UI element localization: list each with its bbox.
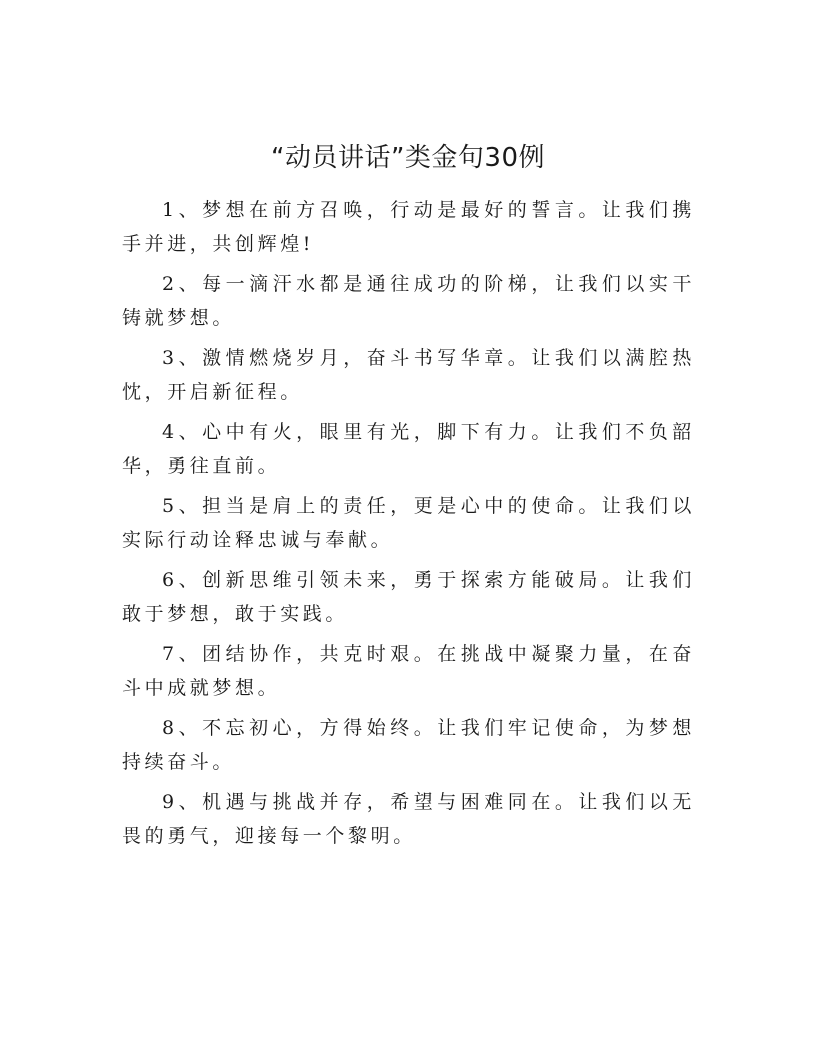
paragraph-7: 7、团结协作，共克时艰。在挑战中凝聚力量，在奋斗中成就梦想。 [122, 643, 695, 699]
paragraph-6: 6、创新思维引领未来，勇于探索方能破局。让我们敢于梦想，敢于实践。 [122, 569, 695, 625]
paragraph-3: 3、激情燃烧岁月，奋斗书写华章。让我们以满腔热忱，开启新征程。 [122, 347, 695, 403]
document-title: “动员讲话”类金句30例 [270, 143, 546, 173]
paragraph-5: 5、担当是肩上的责任，更是心中的使命。让我们以实际行动诠释忠诚与奉献。 [122, 495, 695, 551]
document-body [122, 193, 695, 859]
paragraph-2: 2、每一滴汗水都是通往成功的阶梯，让我们以实干铸就梦想。 [122, 273, 695, 329]
paragraph-4: 4、心中有火，眼里有光，脚下有力。让我们不负韶华，勇往直前。 [122, 421, 695, 477]
paragraph-8: 8、不忘初心，方得始终。让我们牢记使命，为梦想持续奋斗。 [122, 717, 695, 773]
paragraph-1: 1、梦想在前方召唤，行动是最好的誓言。让我们携手并进，共创辉煌! [122, 199, 695, 255]
paragraph-9: 9、机遇与挑战并存，希望与困难同在。让我们以无畏的勇气，迎接每一个黎明。 [122, 791, 695, 847]
